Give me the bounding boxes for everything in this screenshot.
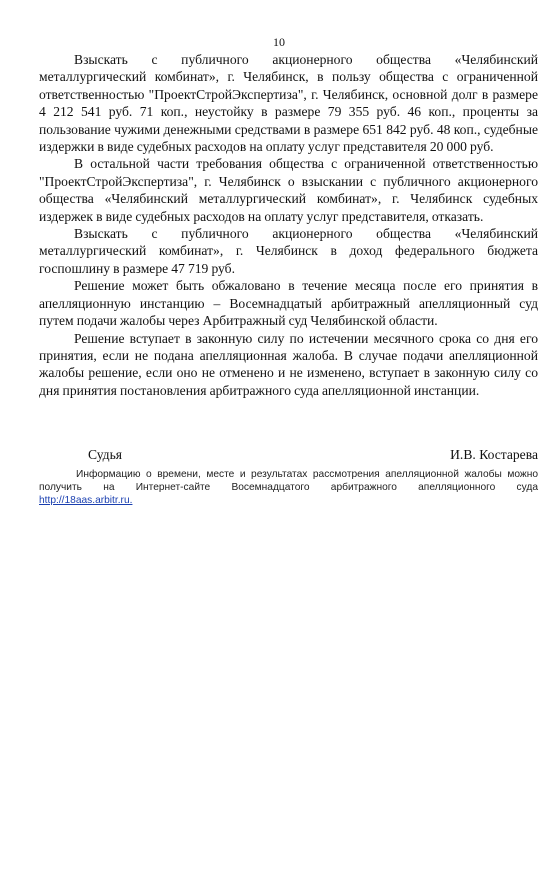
judge-title: Судья (88, 447, 123, 462)
judge-name: И.В. Костарева (450, 447, 538, 462)
paragraph-appeal: Решение может быть обжаловано в течение месяца после его принятия в апелляционную инстанцию – Восемнадцатый арбитражный апелляционный суд путем подачи жалобы через Арбитражный суд Челябинской области. (39, 278, 538, 329)
paragraph-refusal: В остальной части требования общества с ограниченной ответственностью "ПроектСтройЭкспертиза", г. Челябинск о взыскании с публичного акционерного общества «Челябинский металлургический комбинат», г. Челябинск судебных издержек в виде судебных расходов на оплату услуг представителя, отказать. (39, 156, 538, 224)
paragraph-state-duty: Взыскать с публичного акционерного общества «Челябинский металлургический комбинат», г. Челябинск в доход федерального бюджета госпошлину в размере 47 719 руб. (39, 226, 538, 276)
appeal-info-footnote (39, 468, 538, 508)
paragraph-entry-into-force: Решение вступает в законную силу по истечении месячного срока со дня его принятия, если не подана апелляционная жалоба. В случае подачи апелляционной жалобы решение, если оно не отменено и не изменено, вступает в законную силу со дня принятия постановления арбитражного суда апелляционной инстанции. (39, 330, 538, 398)
decision-text (39, 51, 538, 399)
signature-line (88, 446, 538, 464)
paragraph-recovery: Взыскать с публичного акционерного общества «Челябинский металлургический комбинат», г. Челябинск, в пользу общества с ограниченной ответственностью "ПроектСтройЭкспертиза", г. Челябинск, основной долг в размере 4 212 541 руб. 71 коп., неустойку в размере 79 355 руб. 46 коп., проценты за пользование чужими денежными средствами в размере 651 842 руб. 48 коп., судебные издержки в виде судебных расходов на оплату услуг представителя 20 000 руб. (39, 52, 538, 155)
footnote-line-2: получить на Интернет-сайте Восемнадцатого арбитражного апелляционного суда (39, 482, 538, 494)
court-website-link[interactable]: http://18aas.arbitr.ru. (39, 495, 133, 507)
footnote-line-1: Информацию о времени, месте и результатах рассмотрения апелляционной жалобы можно (76, 469, 538, 480)
page-number: 10 (273, 35, 285, 49)
